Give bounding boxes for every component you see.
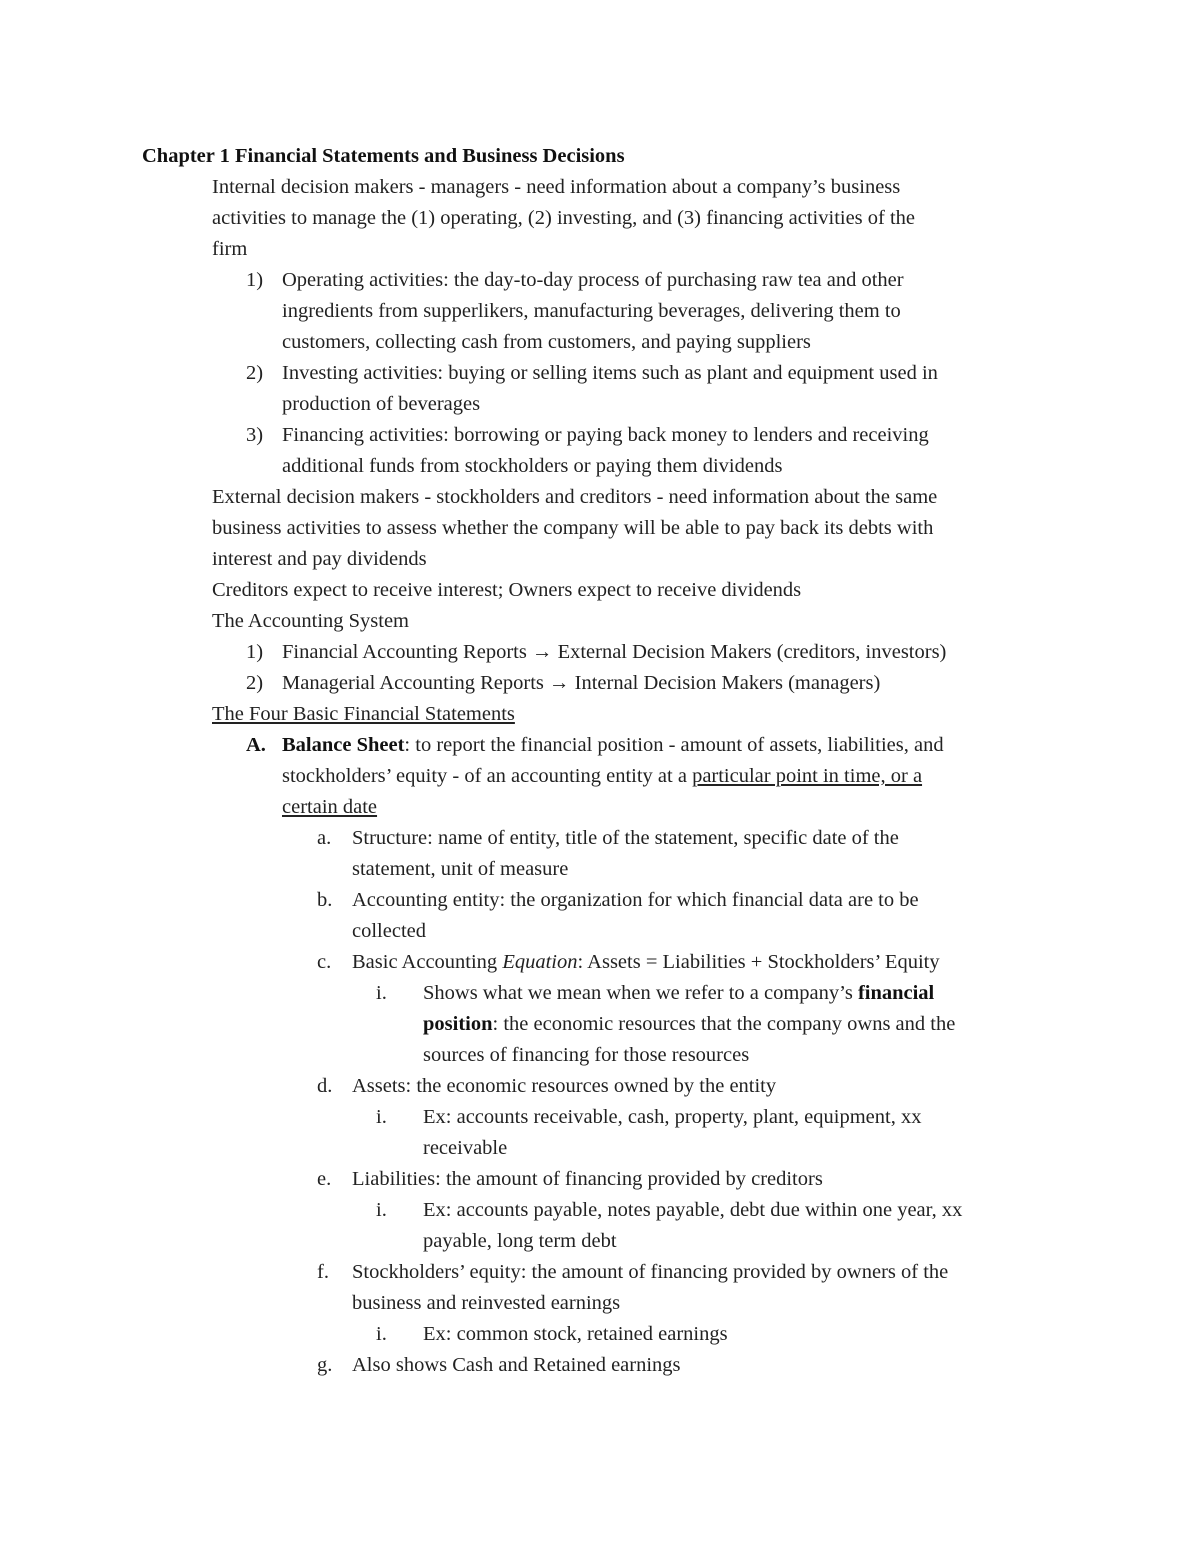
list-marker: 1) bbox=[246, 641, 264, 663]
accounting-equation-line bbox=[352, 950, 940, 974]
operating-activities-line-2: ingredients from supperlikers, manufacturing beverages, delivering them to bbox=[282, 300, 901, 322]
structure-line-2: statement, unit of measure bbox=[352, 858, 569, 880]
balance-sheet-line-1-text: : to report the financial position - amount of assets, liabilities, and bbox=[404, 734, 944, 756]
stockholders-equity-example: Ex: common stock, retained earnings bbox=[423, 1323, 728, 1345]
external-intro-line-2: business activities to assess whether the company will be able to pay back its debts with bbox=[212, 517, 934, 539]
internal-intro-line-1: Internal decision makers - managers - need information about a company’s business bbox=[212, 176, 901, 198]
also-shows-line: Also shows Cash and Retained earnings bbox=[352, 1354, 681, 1376]
four-statements-heading: The Four Basic Financial Statements bbox=[212, 703, 515, 725]
outline-marker: f. bbox=[317, 1261, 329, 1283]
financial-position-line-1 bbox=[423, 981, 934, 1005]
balance-sheet-label: Balance Sheet bbox=[282, 734, 405, 756]
outline-marker: d. bbox=[317, 1075, 333, 1097]
accounting-entity-line-2: collected bbox=[352, 920, 426, 942]
financial-position-post: : the economic resources that the company owns and the bbox=[492, 1013, 956, 1035]
liabilities-example-line-2: payable, long term debt bbox=[423, 1230, 617, 1252]
list-marker: 2) bbox=[246, 672, 264, 694]
list-marker: 3) bbox=[246, 424, 264, 446]
balance-sheet-line-2-text: stockholders’ equity - of an accounting entity at a bbox=[282, 765, 693, 787]
operating-activities-line-3: customers, collecting cash from customers, and paying suppliers bbox=[282, 331, 811, 353]
outline-marker: c. bbox=[317, 951, 332, 973]
financial-accounting-item: Financial Accounting Reports → External Decision Makers (creditors, investors) bbox=[282, 641, 947, 663]
financial-position-line-3: sources of financing for those resources bbox=[423, 1044, 750, 1066]
financing-activities-line-2: additional funds from stockholders or paying them dividends bbox=[282, 455, 783, 477]
assets-line: Assets: the economic resources owned by the entity bbox=[352, 1075, 777, 1097]
accounting-equation-post: : Assets = Liabilities + Stockholders’ Equity bbox=[577, 951, 940, 973]
accounting-entity-line-1: Accounting entity: the organization for which financial data are to be bbox=[352, 889, 919, 911]
balance-sheet-line-3-underlined: certain date bbox=[282, 796, 378, 818]
financial-position-pre: Shows what we mean when we refer to a company’s bbox=[423, 982, 858, 1004]
operating-activities-line-1: Operating activities: the day-to-day process of purchasing raw tea and other bbox=[282, 269, 904, 291]
outline-marker: i. bbox=[376, 1323, 387, 1345]
financing-activities-line-1: Financing activities: borrowing or paying back money to lenders and receiving bbox=[282, 424, 929, 446]
balance-sheet-line-2-underlined: particular point in time, or a bbox=[692, 765, 923, 787]
stockholders-equity-line-2: business and reinvested earnings bbox=[352, 1292, 621, 1314]
outline-marker: i. bbox=[376, 1199, 387, 1221]
assets-example-line-2: receivable bbox=[423, 1137, 508, 1159]
outline-marker: a. bbox=[317, 827, 332, 849]
investing-activities-line-2: production of beverages bbox=[282, 393, 481, 415]
stockholders-equity-line-1: Stockholders’ equity: the amount of financing provided by owners of the bbox=[352, 1261, 949, 1283]
financial-position-line-2 bbox=[423, 1012, 955, 1036]
external-intro-line-1: External decision makers - stockholders and creditors - need information about the same bbox=[212, 486, 938, 508]
financial-position-bold-1: financial bbox=[857, 982, 935, 1004]
list-marker: 1) bbox=[246, 269, 264, 291]
outline-marker: i. bbox=[376, 982, 387, 1004]
managerial-accounting-item: Managerial Accounting Reports → Internal Decision Makers (managers) bbox=[282, 672, 881, 694]
financial-position-bold-2: position bbox=[423, 1013, 493, 1035]
page-title: Chapter 1 Financial Statements and Business Decisions bbox=[142, 145, 625, 167]
internal-intro-line-2: activities to manage the (1) operating, (2) investing, and (3) financing activities of the bbox=[212, 207, 916, 229]
outline-marker: g. bbox=[317, 1354, 333, 1376]
outline-marker: e. bbox=[317, 1168, 332, 1190]
assets-example-line-1: Ex: accounts receivable, cash, property, plant, equipment, xx bbox=[423, 1106, 922, 1128]
internal-intro-line-3: firm bbox=[212, 238, 248, 260]
investing-activities-line-1: Investing activities: buying or selling items such as plant and equipment used in bbox=[282, 362, 938, 384]
liabilities-line: Liabilities: the amount of financing provided by creditors bbox=[352, 1168, 823, 1190]
outline-marker: i. bbox=[376, 1106, 387, 1128]
list-marker: 2) bbox=[246, 362, 264, 384]
balance-sheet-line-1 bbox=[282, 733, 944, 757]
balance-sheet-line-2 bbox=[282, 764, 922, 788]
creditors-line: Creditors expect to receive interest; Owners expect to receive dividends bbox=[212, 579, 802, 601]
accounting-equation-italic: Equation bbox=[502, 951, 578, 973]
structure-line-1: Structure: name of entity, title of the statement, specific date of the bbox=[352, 827, 899, 849]
accounting-equation-pre: Basic Accounting bbox=[352, 951, 503, 973]
liabilities-example-line-1: Ex: accounts payable, notes payable, debt due within one year, xx bbox=[423, 1199, 963, 1221]
outline-marker-a: A. bbox=[246, 734, 266, 756]
accounting-system-heading: The Accounting System bbox=[212, 610, 410, 632]
external-intro-line-3: interest and pay dividends bbox=[212, 548, 427, 570]
outline-marker: b. bbox=[317, 889, 333, 911]
